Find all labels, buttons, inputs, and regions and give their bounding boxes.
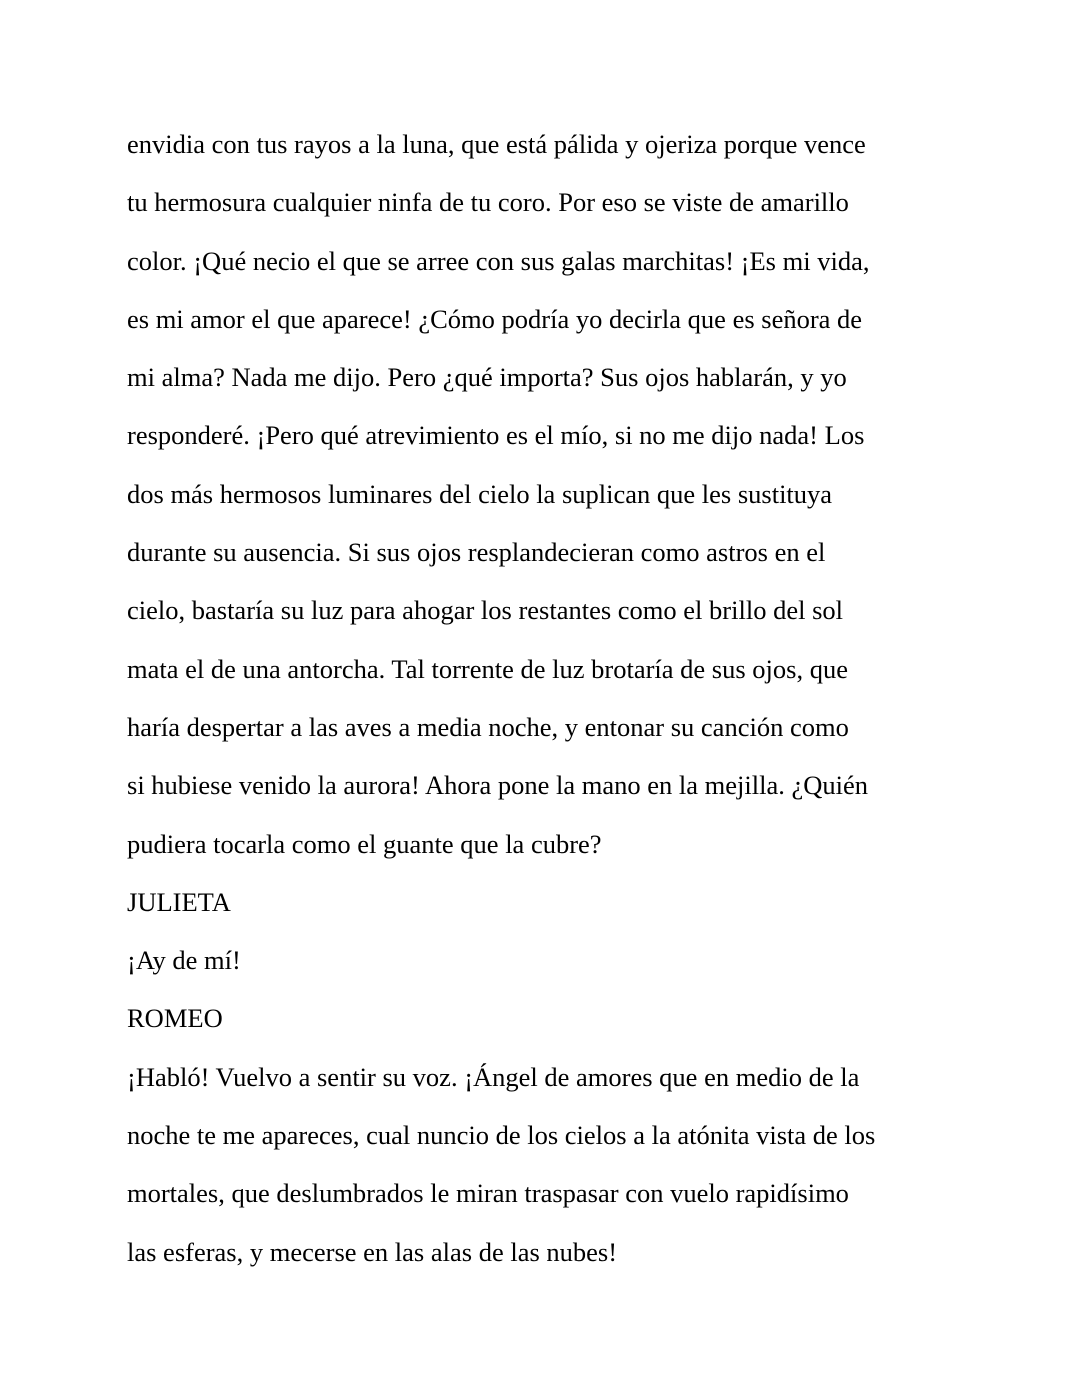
text-line: tu hermosura cualquier ninfa de tu coro. Por eso se viste de amarillo — [127, 187, 849, 218]
text-line: cielo, bastaría su luz para ahogar los restantes como el brillo del sol — [127, 595, 844, 626]
text-line: noche te me apareces, cual nuncio de los cielos a la atónita vista de los — [127, 1120, 876, 1151]
text-line: las esferas, y mecerse en las alas de las nubes! — [127, 1236, 618, 1267]
body-text — [127, 115, 927, 1281]
text-line: envidia con tus rayos a la luna, que está pálida y ojeriza porque vence — [127, 129, 866, 159]
speaker-romeo: ROMEO — [127, 1003, 223, 1034]
speaker-julieta: JULIETA — [127, 886, 231, 917]
text-line: si hubiese venido la aurora! Ahora pone la mano en la mejilla. ¿Quién — [127, 770, 869, 801]
text-line: durante su ausencia. Si sus ojos resplandecieran como astros en el — [127, 537, 826, 568]
text-line: pudiera tocarla como el guante que la cubre? — [127, 828, 602, 859]
text-line: mortales, que deslumbrados le miran traspasar con vuelo rapidísimo — [127, 1178, 849, 1209]
text-line: ¡Ay de mí! — [127, 945, 241, 976]
text-line: responderé. ¡Pero qué atrevimiento es el mío, si no me dijo nada! Los — [127, 420, 865, 451]
text-line: es mi amor el que aparece! ¿Cómo podría yo decirla que es señora de — [127, 303, 863, 334]
text-line: ¡Habló! Vuelvo a sentir su voz. ¡Ángel de amores que en medio de la — [127, 1061, 860, 1092]
text-line: dos más hermosos luminares del cielo la suplican que les sustituya — [127, 478, 833, 509]
text-line: haría despertar a las aves a media noche, y entonar su canción como — [127, 711, 849, 742]
text-line: mata el de una antorcha. Tal torrente de luz brotaría de sus ojos, que — [127, 653, 848, 684]
text-line: mi alma? Nada me dijo. Pero ¿qué importa? Sus ojos hablarán, y yo — [127, 362, 847, 393]
text-line: color. ¡Qué necio el que se arree con sus galas marchitas! ¡Es mi vida, — [127, 245, 870, 276]
